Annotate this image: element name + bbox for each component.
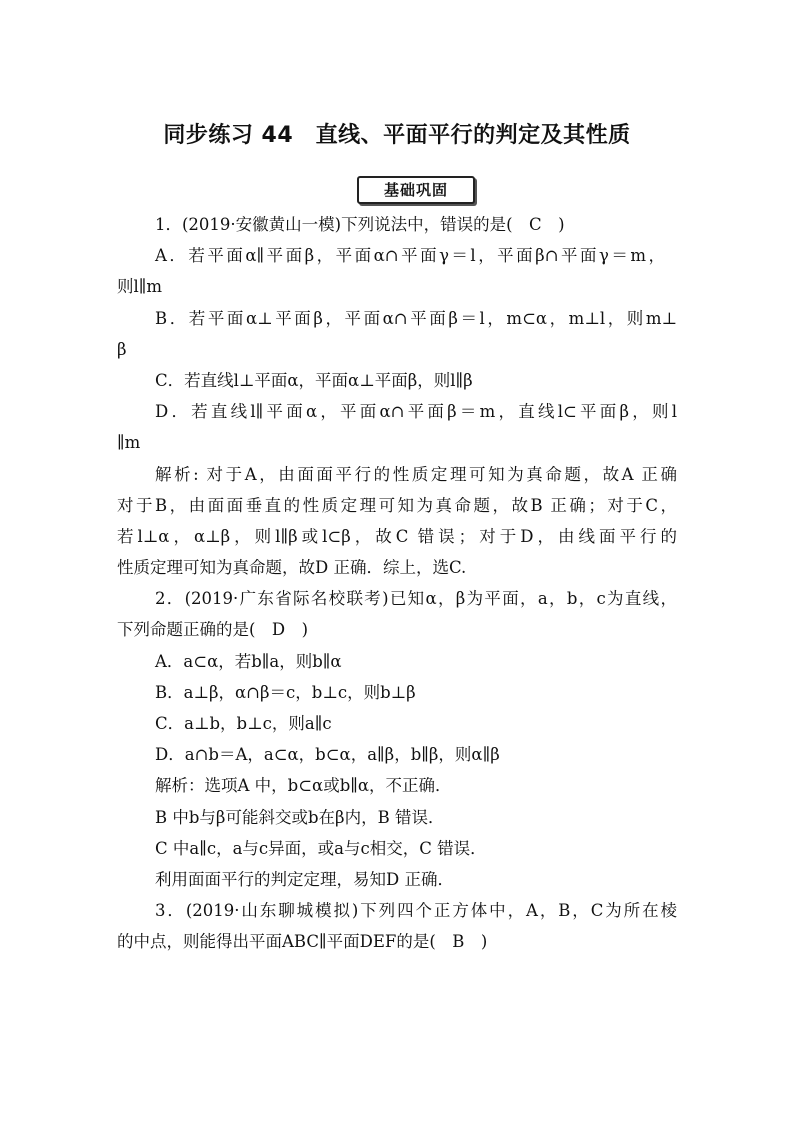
q1-option-c: C．若直线l⊥平面α，平面α⊥平面β，则l∥β — [155, 371, 473, 390]
page-title: 同步练习 44 直线、平面平行的判定及其性质 — [163, 123, 631, 148]
q1-analysis-line1: 解析: 对于A，由面面平行的性质定理可知为真命题，故A 正确 — [155, 465, 677, 484]
q3-stem-line2: 的中点，则能得出平面ABC∥平面DEF的是( B ) — [117, 932, 488, 951]
q1-option-b-line2: β — [117, 340, 127, 359]
q1-option-a-line2: 则l∥m — [117, 277, 163, 296]
q1-option-a-line1: A．若平面α∥平面β，平面α∩平面γ＝l，平面β∩平面γ＝m， — [155, 246, 665, 265]
q2-analysis-line3: C 中a∥c，a与c异面，或a与c相交，C 错误． — [155, 839, 487, 858]
q1-analysis-line2: 对于B，由面面垂直的性质定理可知为真命题，故B 正确；对于C， — [117, 496, 677, 515]
section-badge — [357, 176, 475, 204]
q2-option-c: C．a⊥b，b⊥c，则a∥c — [155, 714, 332, 733]
section-badge-label: 基础巩固 — [383, 181, 448, 199]
q2-option-d: D．a∩b＝A，a⊂α，b⊂α，a∥β，b∥β，则α∥β — [155, 745, 500, 764]
q1-option-d-line2: ∥m — [117, 433, 141, 452]
q2-stem-line1: 2．(2019·广东省际名校联考)已知α，β为平面，a，b，c为直线， — [155, 589, 677, 608]
q1-stem: 1．(2019·安徽黄山一模)下列说法中，错误的是( C ) — [155, 215, 565, 234]
q1-option-b-line1: B．若平面α⊥平面β，平面α∩平面β＝l，m⊂α，m⊥l，则m⊥ — [155, 309, 677, 328]
q2-analysis-line1: 解析：选项A 中，b⊂α或b∥α，不正确． — [155, 776, 452, 795]
q2-analysis-line4: 利用面面平行的判定定理，易知D 正确． — [155, 870, 454, 889]
q1-analysis-line4: 性质定理可知为真命题，故D 正确．综上，选C. — [117, 558, 467, 577]
q2-stem-line2: 下列命题正确的是( D ) — [117, 620, 309, 639]
q3-stem-line1: 3．(2019·山东聊城模拟)下列四个正方体中，A，B，C为所在棱 — [155, 901, 677, 920]
q1-option-d-line1: D．若直线l∥平面α，平面α∩平面β＝m，直线l⊂平面β，则l — [155, 402, 677, 421]
q1-analysis-line3: 若l⊥α，α⊥β，则l∥β或l⊂β，故C 错误；对于D，由线面平行的 — [117, 527, 677, 546]
q2-option-a: A．a⊂α，若b∥a，则b∥α — [155, 652, 342, 671]
q2-option-b: B．a⊥β，α∩β＝c，b⊥c，则b⊥β — [155, 683, 416, 702]
q2-analysis-line2: B 中b与β可能斜交或b在β内，B 错误． — [155, 808, 445, 827]
